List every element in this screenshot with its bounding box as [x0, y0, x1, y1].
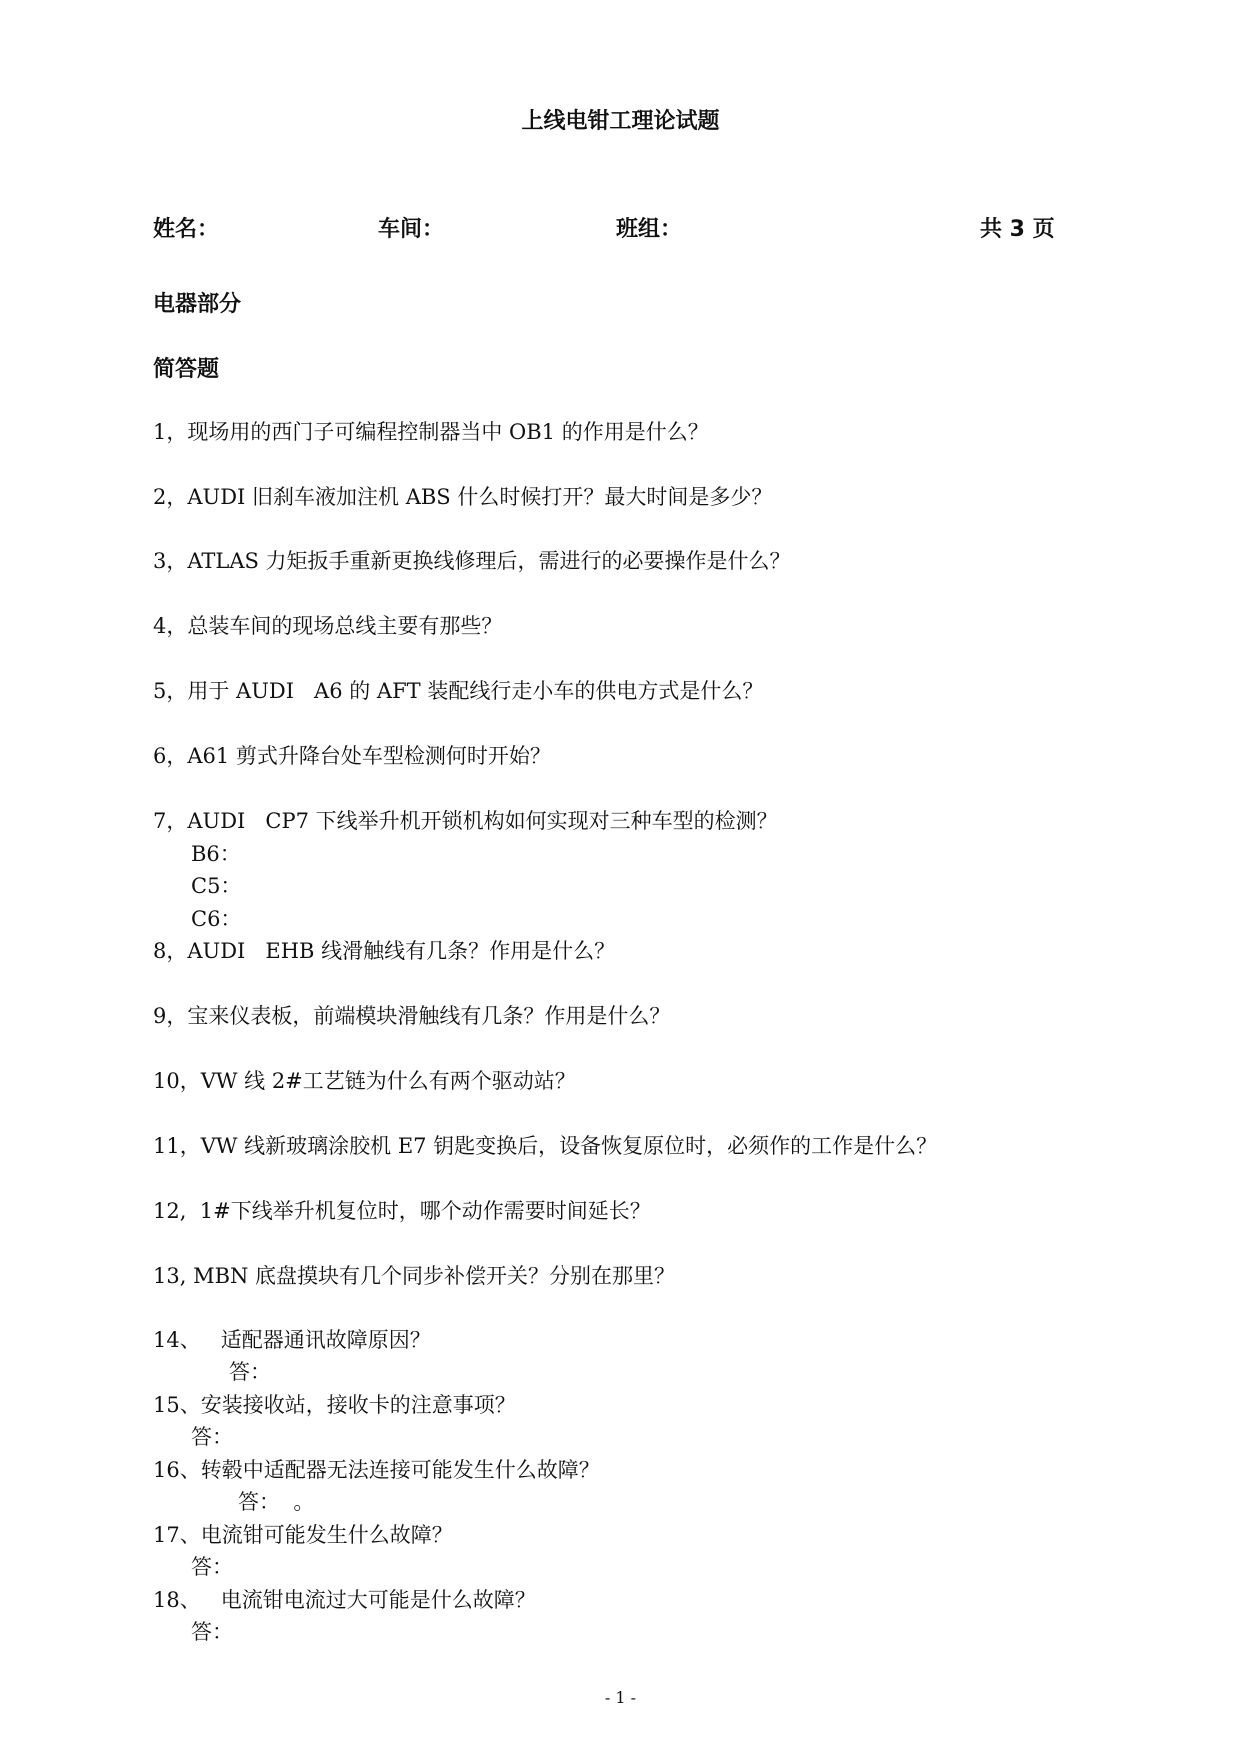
question-7: 7，AUDI CP7 下线举升机开锁机构如何实现对三种车型的检测？ [153, 809, 778, 833]
question-11: 11，VW 线新玻璃涂胶机 E7 钥匙变换后，设备恢复原位时，必须作的工作是什么？ [153, 1134, 938, 1158]
question-13: 13, MBN 底盘摸块有几个同步补偿开关？分别在那里？ [153, 1264, 676, 1288]
answer-18: 答： [191, 1620, 233, 1644]
subsection-heading: 简答题 [153, 357, 220, 382]
team-label: 班组： [616, 217, 683, 242]
question-6: 6，A61 剪式升降台处车型检测何时开始？ [153, 744, 551, 768]
answer-16: 答： 。 [238, 1490, 315, 1514]
q7-option-b6: B6： [191, 842, 241, 866]
answer-17: 答： [191, 1555, 233, 1579]
question-2: 2，AUDI 旧刹车液加注机 ABS 什么时候打开？最大时间是多少？ [153, 485, 773, 509]
answer-14: 答： [229, 1360, 271, 1384]
question-14: 14、 适配器通讯故障原因？ [153, 1328, 431, 1352]
question-4: 4，总装车间的现场总线主要有那些？ [153, 614, 503, 638]
question-15: 15、安装接收站，接收卡的注意事项？ [153, 1393, 516, 1417]
page-number: - 1 - [604, 1688, 637, 1707]
section-heading: 电器部分 [153, 292, 242, 317]
question-10: 10，VW 线 2#工艺链为什么有两个驱动站？ [153, 1069, 576, 1093]
answer-15: 答： [191, 1425, 233, 1449]
question-1: 1，现场用的西门子可编程控制器当中 OB1 的作用是什么？ [153, 420, 709, 444]
question-18: 18、 电流钳电流过大可能是什么故障？ [153, 1588, 536, 1612]
question-3: 3，ATLAS 力矩扳手重新更换线修理后，需进行的必要操作是什么？ [153, 549, 791, 573]
workshop-label: 车间： [378, 217, 445, 242]
q7-option-c5: C5： [191, 874, 242, 898]
name-label: 姓名： [153, 217, 220, 242]
question-8: 8，AUDI EHB 线滑触线有几条？作用是什么？ [153, 939, 616, 963]
question-5: 5，用于 AUDI A6 的 AFT 装配线行走小车的供电方式是什么？ [153, 679, 764, 703]
question-16: 16、转毂中适配器无法连接可能发生什么故障？ [153, 1458, 600, 1482]
question-17: 17、电流钳可能发生什么故障？ [153, 1523, 453, 1547]
question-9: 9，宝来仪表板，前端模块滑触线有几条？作用是什么？ [153, 1004, 671, 1028]
page-count-label: 共 3 页 [980, 217, 1055, 242]
page-title: 上线电钳工理论试题 [521, 109, 720, 134]
q7-option-c6: C6： [191, 907, 242, 931]
question-12: 12, 1#下线举升机复位时，哪个动作需要时间延长？ [153, 1199, 651, 1223]
